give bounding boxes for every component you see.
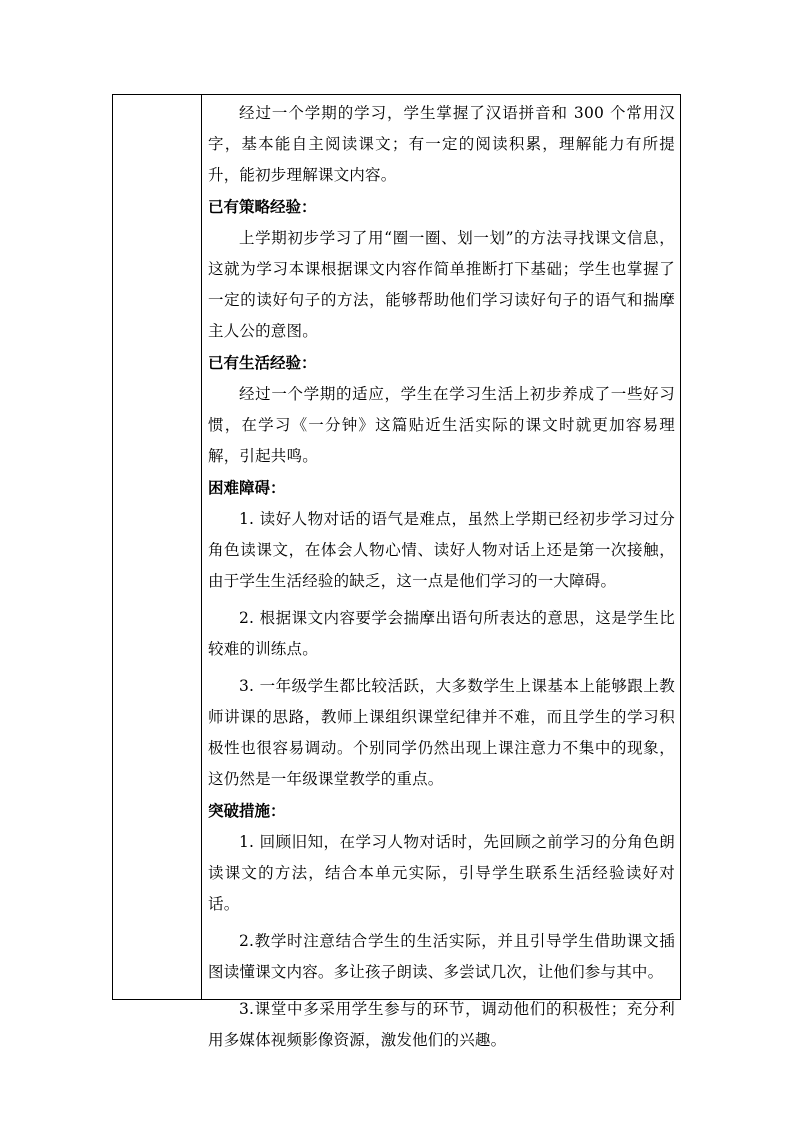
intro-paragraph: 经过一个学期的学习，学生掌握了汉语拼音和 300 个常用汉字，基本能自主阅读课文；有一定的阅读积累，理解能力有所提升，能初步理解课文内容。 bbox=[208, 104, 675, 184]
difficulty-item-3: 3. 一年级学生都比较活跃，大多数学生上课基本上能够跟上教师讲课的思路，教师上课组织课堂纪律并不难，而且学生的学习积极性也很容易调动。个别同学仍然出现上课注意力不集中的现象，这仍然是一年级课堂教学的重点。 bbox=[208, 677, 675, 788]
difficulty-heading: 困难障碍： bbox=[208, 478, 286, 497]
strategy-paragraph: 上学期初步学习了用“圈一圈、划一划”的方法寻找课文信息，这就为学习本课根据课文内容作简单推断打下基础；学生也掌握了一定的读好句子的方法，能够帮助他们学习读好句子的语气和揣摩主人公的意图。 bbox=[208, 229, 675, 340]
table-content-cell bbox=[202, 95, 680, 1049]
measures-item-2: 2.教学时注意结合学生的生活实际，并且引导学生借助课文插图读懂课文内容。多让孩子朗读、多尝试几次，让他们参与其中。 bbox=[208, 932, 675, 981]
life-heading: 已有生活经验： bbox=[208, 353, 317, 372]
strategy-heading: 已有策略经验： bbox=[208, 197, 317, 216]
content-table bbox=[112, 94, 681, 1049]
difficulty-item-1: 1. 读好人物对话的语气是难点，虽然上学期已经初步学习过分角色读课文，在体会人物心情、读好人物对话上还是第一次接触，由于学生生活经验的缺乏，这一点是他们学习的一大障碍。 bbox=[208, 510, 675, 590]
difficulty-item-2: 2. 根据课文内容要学会揣摩出语句所表达的意思，这是学生比较难的训练点。 bbox=[208, 609, 675, 658]
measures-item-1: 1. 回顾旧知，在学习人物对话时，先回顾之前学习的分角色朗读课文的方法，结合本单元实际，引导学生联系生活经验读好对话。 bbox=[208, 833, 675, 913]
table-label-cell bbox=[113, 95, 202, 999]
measures-item-3: 3.课堂中多采用学生参与的环节，调动他们的积极性；充分利用多媒体视频影像资源，激发他们的兴趣。 bbox=[208, 1000, 675, 1049]
life-paragraph: 经过一个学期的适应，学生在学习生活上初步养成了一些好习惯，在学习《一分钟》这篇贴近生活实际的课文时就更加容易理解，引起共鸣。 bbox=[208, 385, 675, 465]
measures-heading: 突破措施： bbox=[208, 801, 286, 820]
